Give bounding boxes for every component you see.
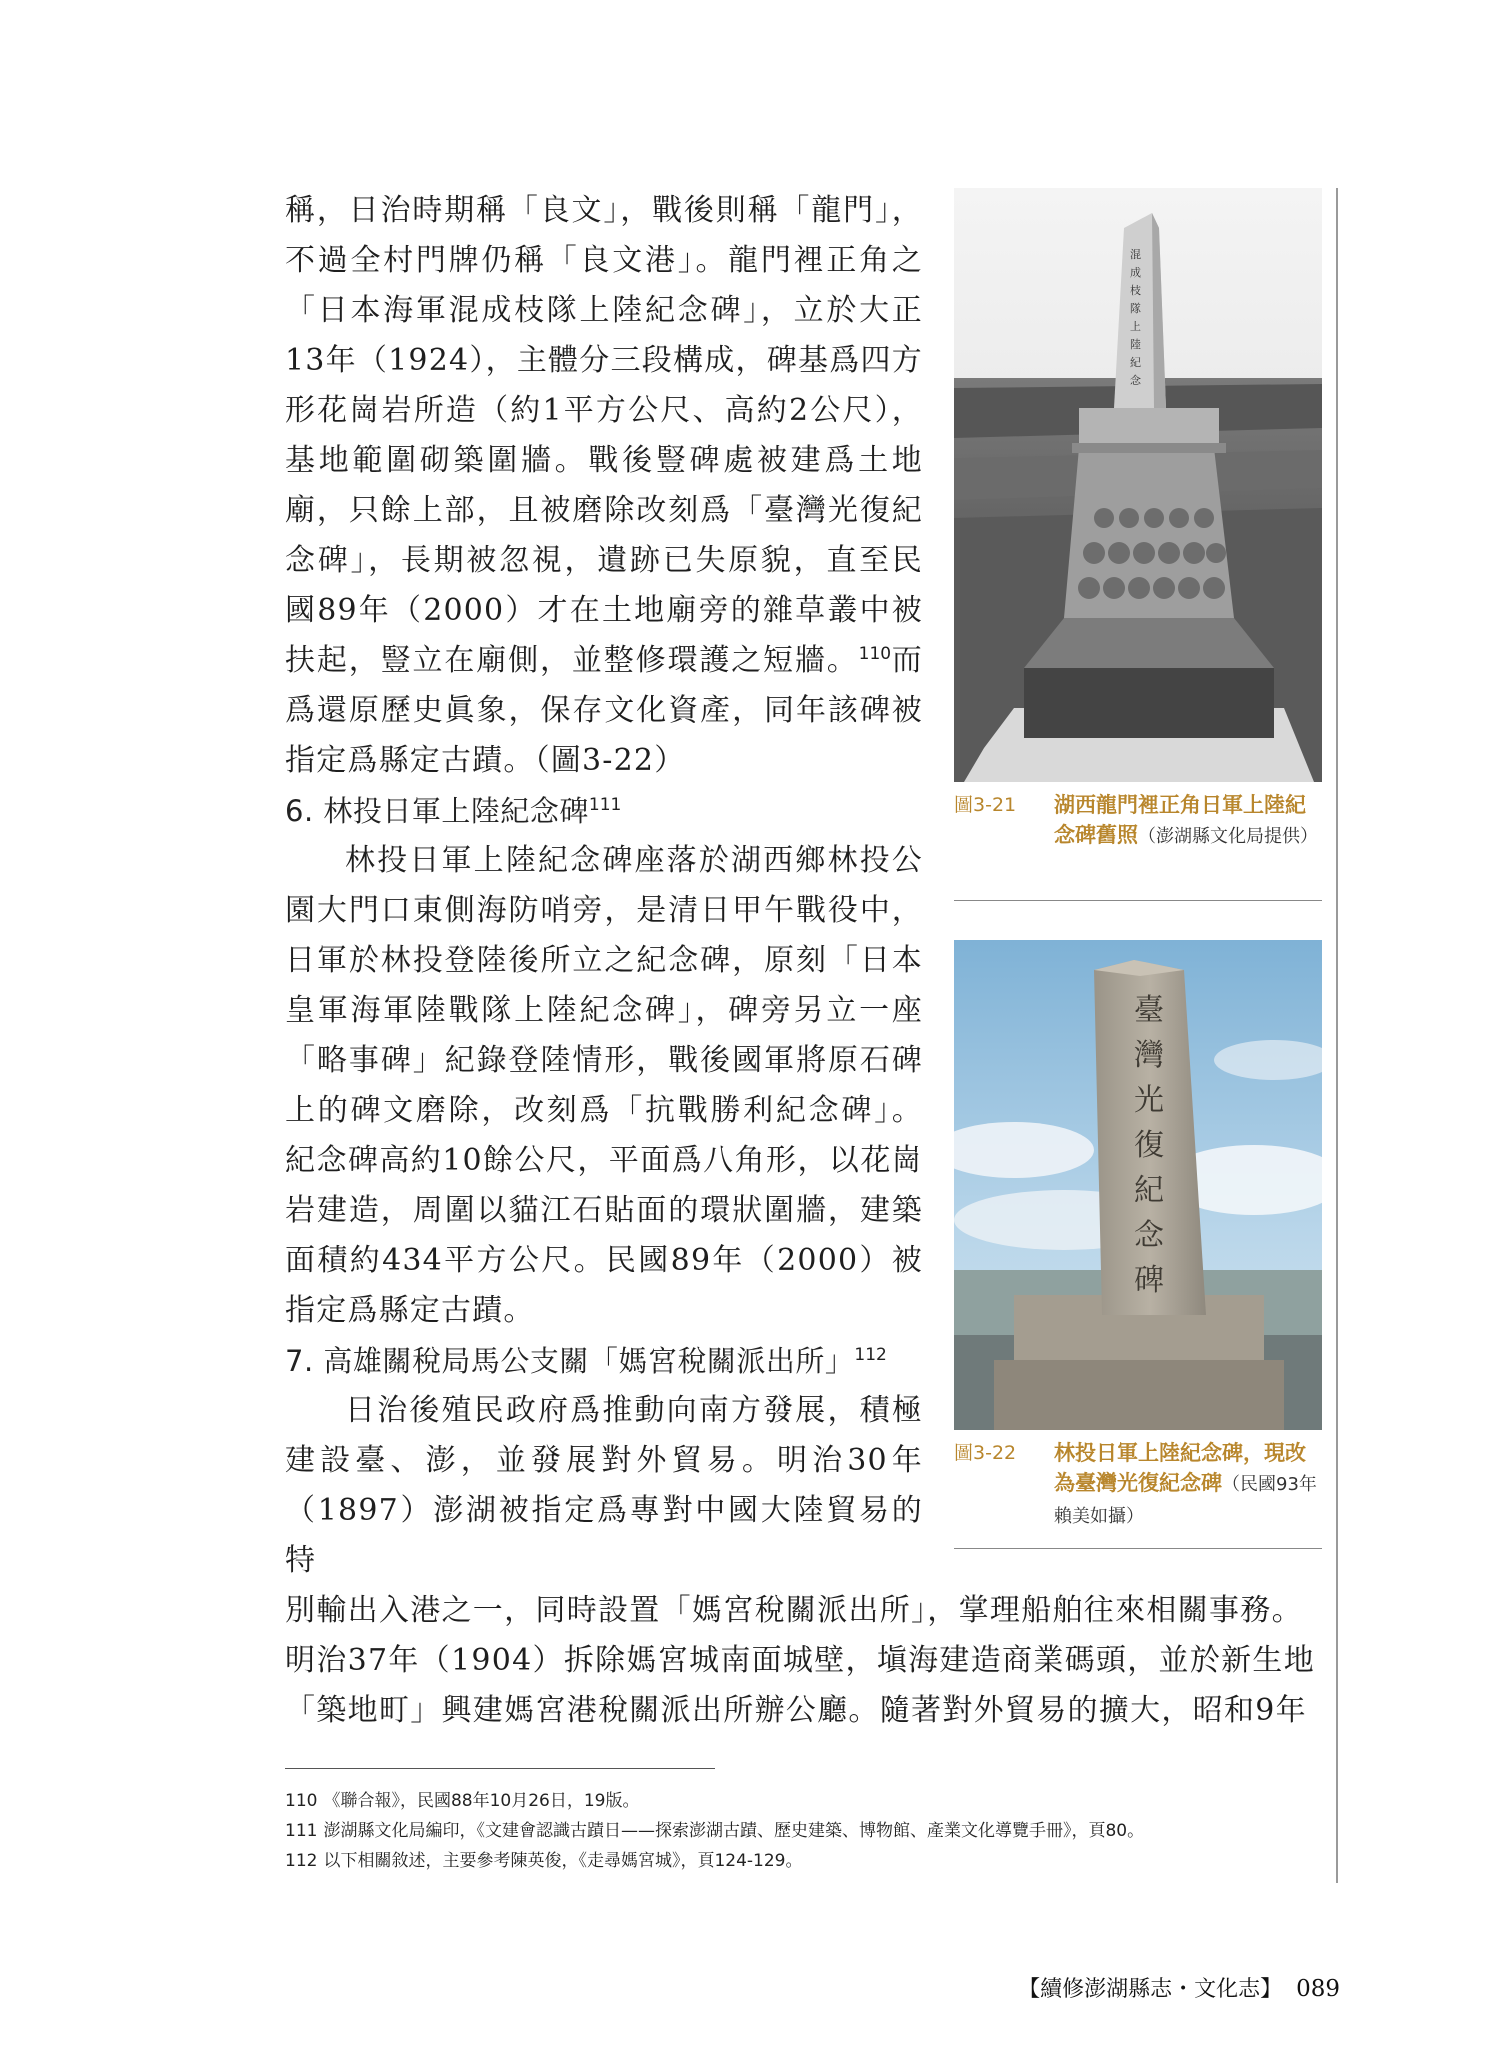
footnotes [285,1786,1335,1876]
figure-title: 林投日軍上陸紀念碑，現改為臺灣光復紀念碑 [1054,1441,1306,1495]
svg-text:碑: 碑 [1134,1263,1164,1298]
monument-color-photo [954,940,1322,1430]
paragraph-lintou-monument: 林投日軍上陸紀念碑座落於湖西鄉林投公園大門口東側海防哨旁，是清日甲午戰役中，日軍於林投登陸後所立之紀念碑，原刻「日本皇軍海軍陸戰隊上陸紀念碑」，碑旁另立一座「略事碑」紀錄登陸情形，戰後國軍將原石碑上的碑文磨除，改刻爲「抗戰勝利紀念碑」。紀念碑高約10餘公尺，平面爲八角形，以花崗岩建造，周圍以貓江石貼面的環狀圍牆，建築面積約434平方公尺。民國89年（2000）被指定爲縣定古蹟。 [285,843,923,1328]
svg-text:紀: 紀 [1134,1173,1164,1208]
page-number: 089 [1296,1976,1340,2002]
caption-divider [954,900,1322,901]
figure-number: 圖3-21 [954,794,1017,816]
svg-text:念: 念 [1130,374,1141,387]
text-line: 「築地町」興建媽宮港稅關派出所辦公廳。隨著對外貿易的擴大，昭和9年 [285,1693,1307,1728]
body-text-column [285,186,923,1586]
figure-caption-3-21 [954,790,1324,852]
book-title: 【續修澎湖縣志・文化志】 [1018,1977,1283,2002]
svg-text:光: 光 [1134,1083,1164,1118]
svg-text:臺: 臺 [1134,993,1164,1028]
svg-text:隊: 隊 [1130,302,1141,315]
caption-divider [954,1548,1322,1549]
section-heading-6: 6. 林投日軍上陸紀念碑$^{111}$ [285,794,622,828]
svg-text:復: 復 [1134,1128,1164,1163]
footnote-ref-112[interactable]: 112 [854,1345,887,1365]
figure-number: 圖3-22 [954,1442,1017,1464]
svg-text:成: 成 [1130,266,1141,279]
text-line: 別輸出入港之一，同時設置「媽宮稅關派出所」，掌理船舶往來相關事務。 [285,1593,1303,1628]
figure-caption-3-22 [954,1438,1324,1532]
svg-text:灣: 灣 [1134,1038,1164,1073]
paragraph-customs-office: 日治後殖民政府爲推動向南方發展，積極建設臺、澎，並發展對外貿易。明治30年（1897）澎湖被指定爲專對中國大陸貿易的特 [285,1393,923,1578]
monument-bw-photo [954,188,1322,782]
svg-text:枝: 枝 [1130,284,1141,297]
footnote-ref-111[interactable]: 111 [588,795,622,815]
svg-text:上: 上 [1130,320,1141,333]
svg-text:紀: 紀 [1130,356,1141,369]
page-footer [1018,1972,1340,2003]
svg-text:念: 念 [1134,1218,1164,1253]
paragraph-longmen-monument: 稱，日治時期稱「良文」，戰後則稱「龍門」，不過全村門牌仍稱「良文港」。龍門裡正角之「日本海軍混成枝隊上陸紀念碑」，立於大正13年（1924），主體分三段構成，碑基爲四方形花崗岩所造（約1平方公尺、高約2公尺），基地範圍砌築圍牆。戰後豎碑處被建爲土地廟，只餘上部，且被磨除改刻爲「臺灣光復紀念碑」，長期被忽視，遺跡已失原貌，直至民國89年（2000）才在土地廟旁的雜草叢中被扶起，豎立在廟側，並整修環護之短牆。$^{110}$而爲還原歷史眞象，保存文化資產，同年該碑被指定爲縣定古蹟。（圖3-22） [285,193,923,778]
footnote-divider [285,1768,715,1769]
figure-credit: （澎湖縣文化局提供） [1138,826,1318,847]
section-heading-7: 7. 高雄關稅局馬公支關「媽宮稅關派出所」$^{112}$ [285,1344,887,1378]
footnote-111: 111 澎湖縣文化局編印，《文建會認識古蹟日——探索澎湖古蹟、歷史建築、博物館、產業文化導覽手冊》，頁80。 [285,1821,1145,1841]
figure-credit: （民國93年賴美如攝） [1054,1474,1317,1527]
body-text-full-width [285,1586,1325,1736]
svg-text:陸: 陸 [1130,338,1141,351]
footnote-ref-110[interactable]: 110 [858,644,892,664]
margin-rule [1336,188,1338,1883]
footnote-112: 112 以下相關敘述，主要參考陳英俊，《走尋媽宮城》，頁124-129。 [285,1851,803,1871]
photo-longmen-monument-old [954,188,1322,782]
text-line: 明治37年（1904）拆除媽宮城南面城壁，塡海建造商業碼頭，並於新生地 [285,1643,1316,1678]
photo-lintou-monument [954,940,1322,1430]
figure-title: 湖西龍門裡正角日軍上陸紀念碑舊照 [1054,793,1306,847]
footnote-110: 110 《聯合報》，民國88年10月26日，19版。 [285,1791,640,1811]
svg-text:混: 混 [1130,248,1141,261]
